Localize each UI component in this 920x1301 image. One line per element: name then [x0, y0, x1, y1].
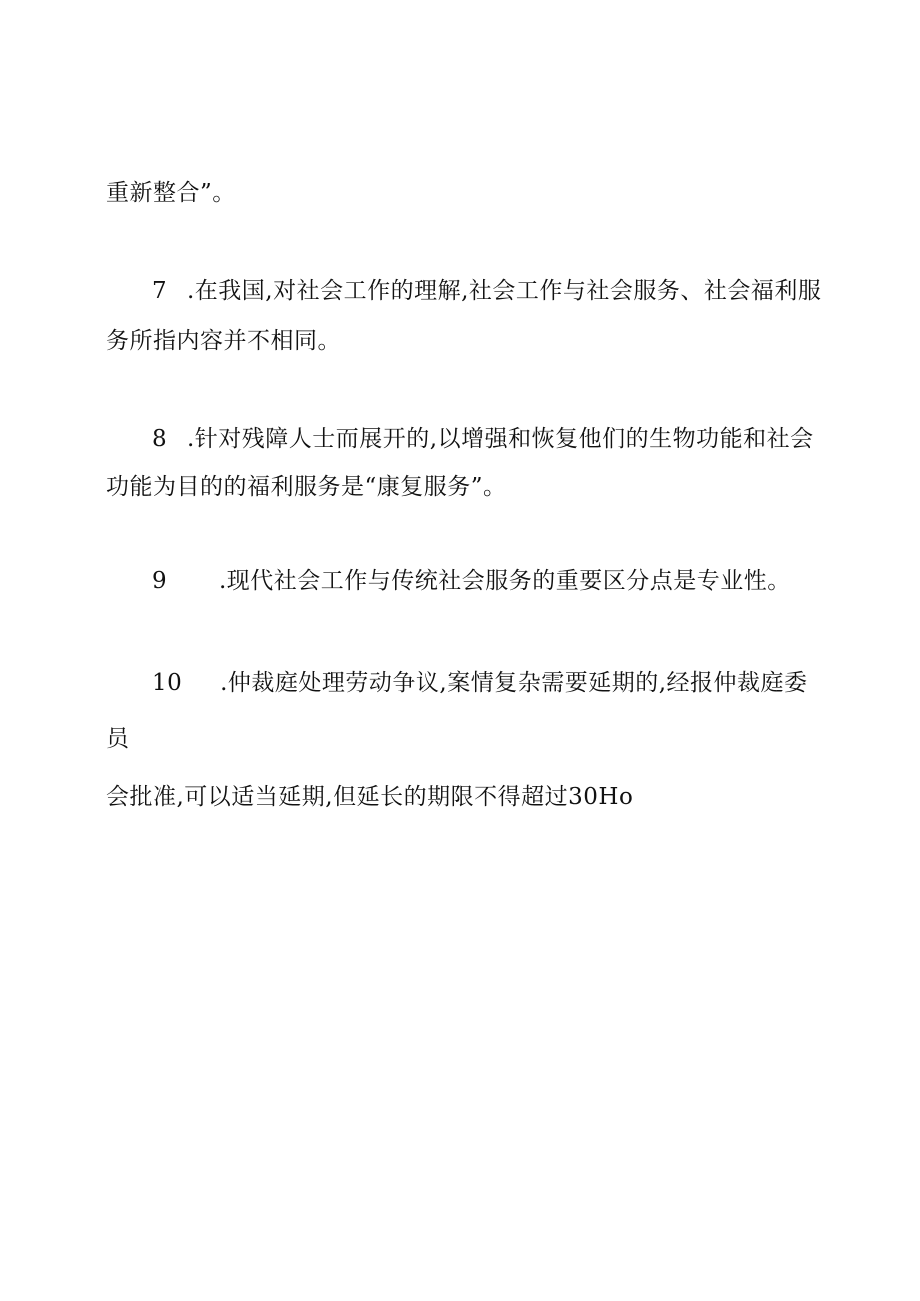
item-number: 7 [152, 278, 168, 304]
item-7-line-2: 务所指内容并不相同。 [106, 328, 341, 354]
continuation-text: 重新整合”。 [106, 180, 236, 206]
item-text: .现代社会工作与传统社会服务的重要区分点是专业性。 [218, 568, 791, 594]
item-text: .仲裁庭处理劳动争议,案情复杂需要延期的,经报仲裁庭委 [220, 670, 808, 696]
item-7-line-1 [152, 276, 821, 306]
item-text: .针对残障人士而展开的,以增强和恢复他们的生物功能和社会 [186, 426, 814, 452]
item-number: 9 [152, 568, 168, 594]
item-8-line-1 [152, 424, 814, 454]
item-8-line-2: 功能为目的的福利服务是“康复服务”。 [106, 474, 507, 500]
item-number: 8 [152, 426, 168, 452]
item-number: 10 [152, 670, 183, 696]
item-10-line-1 [152, 668, 808, 698]
item-text: .在我国,对社会工作的理解,社会工作与社会服务、社会福利服 [186, 278, 822, 304]
item-10-line-2: 员 [106, 726, 130, 752]
item-10-line-3: 会批准,可以适当延期,但延长的期限不得超过30Ho [106, 784, 634, 810]
item-9-line-1 [152, 566, 791, 596]
